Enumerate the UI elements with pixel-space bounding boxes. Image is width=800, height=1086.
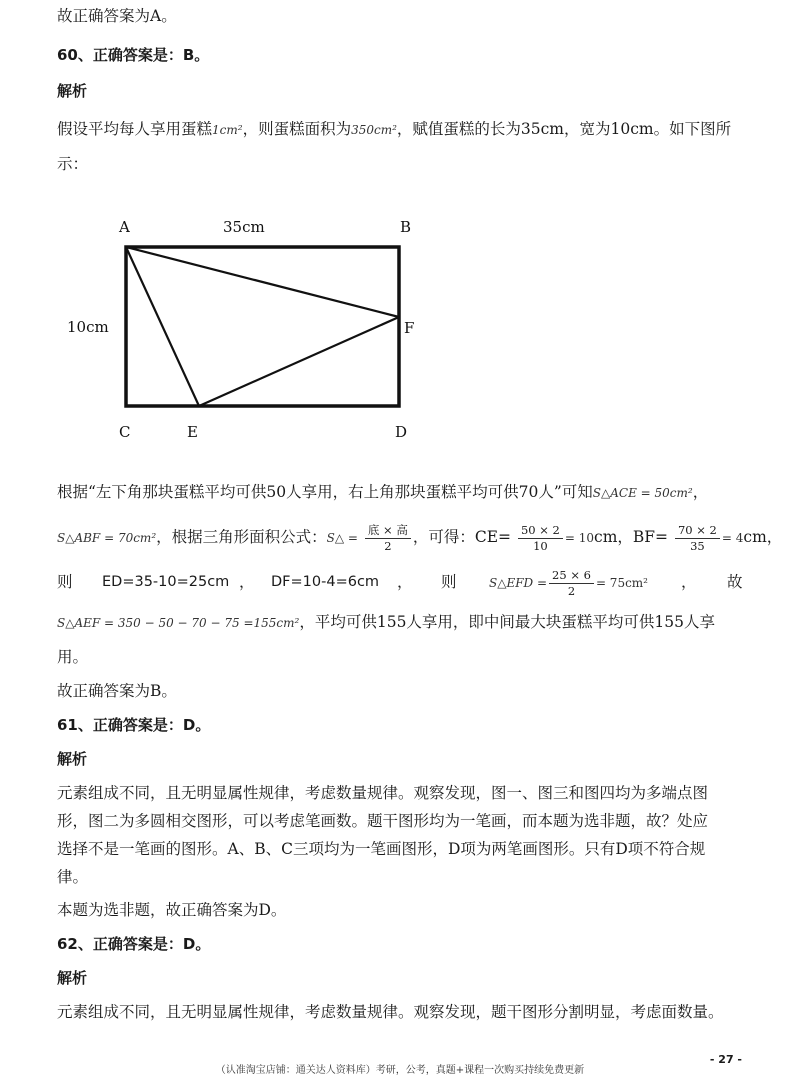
answer-heading-61: 61、正确答案是：D。 [57,716,211,734]
paragraph-line: 假设平均每人享用蛋糕1cm²，则蛋糕面积为350cm²，赋值蛋糕的长为35cm，宽为10cm。如下图所 [57,120,732,138]
paragraph-line: 元素组成不同，且无明显属性规律，考虑数量规律。观察发现，图一、图三和图四均为多端点图 [57,784,709,802]
paragraph-line: 形，图二为多圆相交图形，可以考虑笔画数。题干图形均为一笔画，而本题为选非题，故？处应 [57,812,709,830]
paragraph-line: 示： [57,155,89,173]
label-f: F [404,319,415,337]
rectangle-diagram [55,205,435,445]
page-number: - 27 - [709,1053,742,1066]
paragraph-line: 律。 [57,868,89,886]
paragraph-line: 则 ED=35-10=25cm ， DF=10-4=6cm ， 则 S△EFD = $\frac{25 \times 6}{2}$ = 75cm² ， 故 [57,567,743,598]
paragraph-line: 选择不是一笔画的图形。A、B、C三项均为一笔画图形，D项为两笔画图形。只有D项不符合规 [57,840,706,858]
label-b: B [400,218,412,236]
text-line: 故正确答案为A。 [57,7,177,25]
label-c: C [119,423,131,441]
analysis-heading-61: 解析 [57,750,88,768]
footer-note: （认准淘宝店铺：通关达人资料库）考研，公考，真题+课程一次购买持续免费更新 [215,1065,585,1076]
label-length: 35cm [223,218,265,236]
analysis-heading-62: 解析 [57,969,88,987]
label-width: 10cm [67,318,109,336]
label-e: E [187,423,198,441]
paragraph-line: 本题为选非题，故正确答案为D。 [57,901,287,919]
label-a: A [119,218,130,236]
text-line: 故正确答案为B。 [57,682,177,700]
answer-heading-60: 60、正确答案是：B。 [57,46,210,64]
paragraph-line: 根据“左下角那块蛋糕平均可供50人享用，右上角那块蛋糕平均可供70人”可知S△ACE = 50cm²， [57,483,709,501]
analysis-heading-60: 解析 [57,82,88,100]
paragraph-line: 用。 [57,648,89,666]
paragraph-line: S△AEF = 350 − 50 − 70 − 75 =155cm²，平均可供155人享用，即中间最大块蛋糕平均可供155人享 [57,613,716,631]
paragraph-line: 元素组成不同，且无明显属性规律，考虑数量规律。观察发现，题干图形分割明显，考虑面数量。 [57,1003,724,1021]
paragraph-line: S△ABF = 70cm²，根据三角形面积公式：S△ = $\frac{\text{底 × 高}}{2}$ ，可得：CE= $\frac{50 \times 2}{10}$ = 10cm，BF= $\frac{70 \times 2}{35}$ = 4cm， [57,522,783,553]
answer-heading-62: 62、正确答案是：D。 [57,935,211,953]
label-d: D [395,423,408,441]
